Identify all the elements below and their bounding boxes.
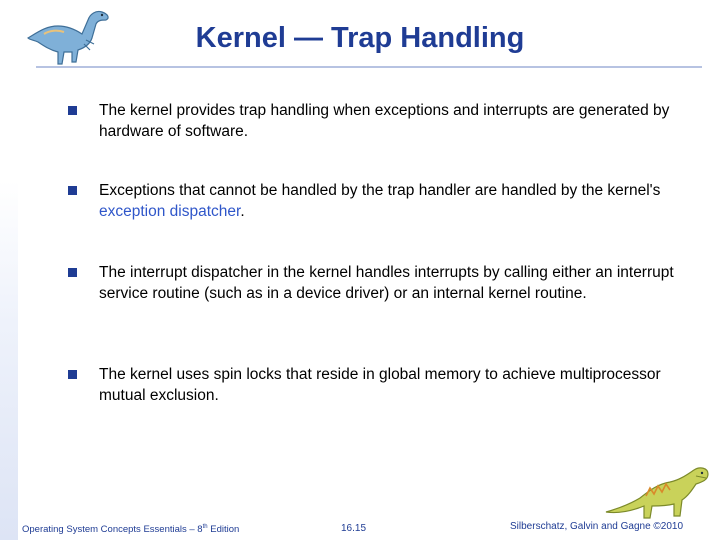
footer-book-edition-sup: th	[202, 524, 208, 530]
footer-book-title-text: Edition	[207, 524, 240, 536]
decorative-stripe	[0, 180, 18, 540]
bullet-text-part: .	[240, 203, 245, 220]
bullet-item	[68, 262, 688, 304]
page-number: 16.15	[341, 523, 367, 534]
bullet-item	[68, 100, 688, 142]
square-bullet-icon	[68, 370, 77, 379]
slide-title: Kernel — Trap Handling	[195, 22, 525, 54]
square-bullet-icon	[68, 106, 77, 115]
exception-dispatcher-term: exception dispatcher	[99, 203, 241, 220]
bullet-item	[68, 180, 688, 222]
square-bullet-icon	[68, 268, 77, 277]
bullet-text: The kernel provides trap handling when exceptions and interrupts are generated by hardware of software.	[99, 102, 670, 140]
bullet-text: The kernel uses spin locks that reside in global memory to achieve multiprocessor mutual exclusion.	[99, 366, 661, 404]
dinosaur-icon	[600, 462, 712, 524]
bullet-text	[99, 180, 688, 222]
square-bullet-icon	[68, 186, 77, 195]
bullet-text: The interrupt dispatcher in the kernel handles interrupts by calling either an interrupt service routine (such as in a device driver) or an internal kernel routine.	[99, 264, 674, 302]
bullet-text-part: Exceptions that cannot be handled by the trap handler are handled by the kernel's	[99, 182, 661, 199]
footer-book-title-text: Operating System Concepts Essentials – 8	[22, 524, 203, 536]
title-divider	[36, 66, 702, 68]
bullet-item	[68, 364, 688, 406]
footer-book-title	[22, 524, 239, 535]
footer-authors: Silberschatz, Galvin and Gagne ©2010	[510, 521, 684, 532]
